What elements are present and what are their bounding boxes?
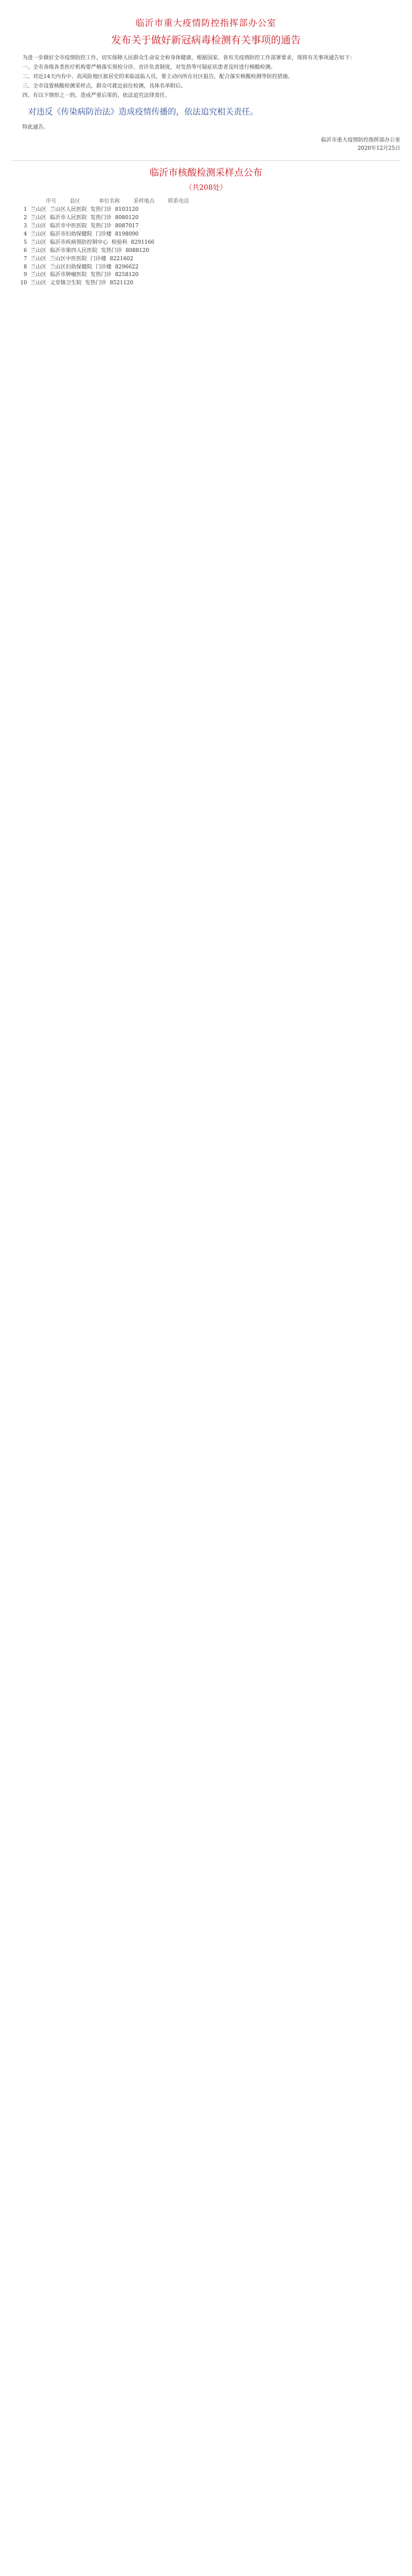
row-region: 兰山区 [31,280,47,287]
row-region: 兰山区 [31,206,47,213]
row-number: 9 [23,272,27,278]
row-unit-name: 临沂市肿瘤医院 [50,272,87,278]
row-unit-name: 兰山区中医医院 [50,256,87,262]
row-number: 1 [23,206,27,213]
row-unit-name: 临沂市中医医院 [50,223,87,229]
list-item [12,239,400,247]
list-item [12,256,400,264]
row-number: 5 [23,239,27,246]
row-location: 发热门诊 [90,223,112,229]
row-location: 发热门诊 [90,272,112,278]
sampling-list-header: 序号 县区 单位名称 采样地点 联系电话 [46,199,190,205]
row-region: 兰山区 [31,264,47,270]
section-divider [12,160,400,161]
row-number: 3 [23,223,27,229]
row-location: 发热门诊 [101,247,123,254]
row-number: 8 [23,264,27,270]
row-region: 兰山区 [31,247,47,254]
row-phone: 8291166 [131,239,155,246]
row-region: 兰山区 [31,272,47,278]
row-number: 10 [20,280,27,287]
list-item [12,206,400,214]
row-phone: 8258120 [115,272,139,278]
row-region: 兰山区 [31,223,47,229]
notice-paragraph: 一、全市各级各类医疗机构要严格落实预检分诊、首诊负责制度，对发热等可疑症状患者及时进行核酸检测。 [22,64,276,70]
row-phone: 8296622 [115,264,139,270]
row-unit-name: 临沂市第四人民医院 [50,247,98,254]
list-item [12,280,400,288]
row-region: 兰山区 [31,239,47,246]
row-unit-name: 义堂镇卫生院 [50,280,82,287]
notice-page [0,0,412,302]
row-phone: 8087017 [115,223,139,229]
list-item [12,223,400,231]
row-region: 兰山区 [31,231,47,237]
row-phone: 8088120 [126,247,150,254]
row-unit-name: 临沂市疾病预防控制中心 [50,239,109,246]
list-item [12,231,400,239]
list-item [12,271,400,280]
row-phone: 8221602 [110,256,134,262]
signature-date: 2020年12月25日 [357,145,400,152]
row-unit-name: 兰山区人民医院 [50,206,87,213]
sampling-list-title: 临沂市核酸检测采样点公布 [149,166,262,178]
row-location: 门诊楼 [96,231,112,237]
row-region: 兰山区 [31,256,47,262]
row-number: 2 [23,214,27,221]
row-number: 4 [23,231,27,237]
notice-title: 发布关于做好新冠病毒检测有关事项的通告 [111,35,301,47]
row-number: 7 [23,256,27,262]
row-location: 门诊楼 [96,264,112,270]
signature: 临沂市重大疫情防控指挥部办公室 [320,137,400,143]
row-phone: 8198090 [115,231,139,237]
list-item [12,264,400,272]
row-location: 发热门诊 [90,206,112,213]
notice-body [12,55,400,153]
row-location: 门诊楼 [90,256,107,262]
notice-paragraph: 四、有以下情形之一的，造成严重后果的，依法追究法律责任。 [22,92,171,99]
row-location: 发热门诊 [85,280,107,287]
issuing-office: 临沂市重大疫情防控指挥部办公室 [135,18,276,28]
sampling-list-count: （共208处） [185,183,227,192]
row-phone: 8103120 [115,206,139,213]
notice-paragraph: 为进一步做好全市疫情防控工作，切实保障人民群众生命安全和身体健康，根据国家、省有关疫情防控工作部署要求，现将有关事项通告如下： [22,55,356,61]
notice-paragraph: 二、对近14天内有中、高风险地区旅居史的来临返临人员，要主动向所在社区报告，配合落实核酸检测等防控措施。 [22,73,293,80]
closing-line: 特此通告。 [22,124,49,130]
row-number: 6 [23,247,27,254]
sampling-list [12,206,400,288]
row-unit-name: 兰山区妇幼保健院 [50,264,93,270]
row-location: 检验科 [112,239,128,246]
row-phone: 8080120 [115,214,139,221]
list-item [12,247,400,256]
notice-paragraph: 三、全市设置核酸检测采样点，群众可就近前往检测，具体名单附后。 [22,83,187,89]
highlighted-statement: 对违反《传染病防治法》造成疫情传播的，依法追究相关责任。 [28,108,258,117]
row-region: 兰山区 [31,214,47,221]
list-item [12,214,400,223]
row-unit-name: 临沂市人民医院 [50,214,87,221]
row-phone: 8521120 [110,280,134,287]
row-unit-name: 临沂市妇幼保健院 [50,231,93,237]
row-location: 发热门诊 [90,214,112,221]
